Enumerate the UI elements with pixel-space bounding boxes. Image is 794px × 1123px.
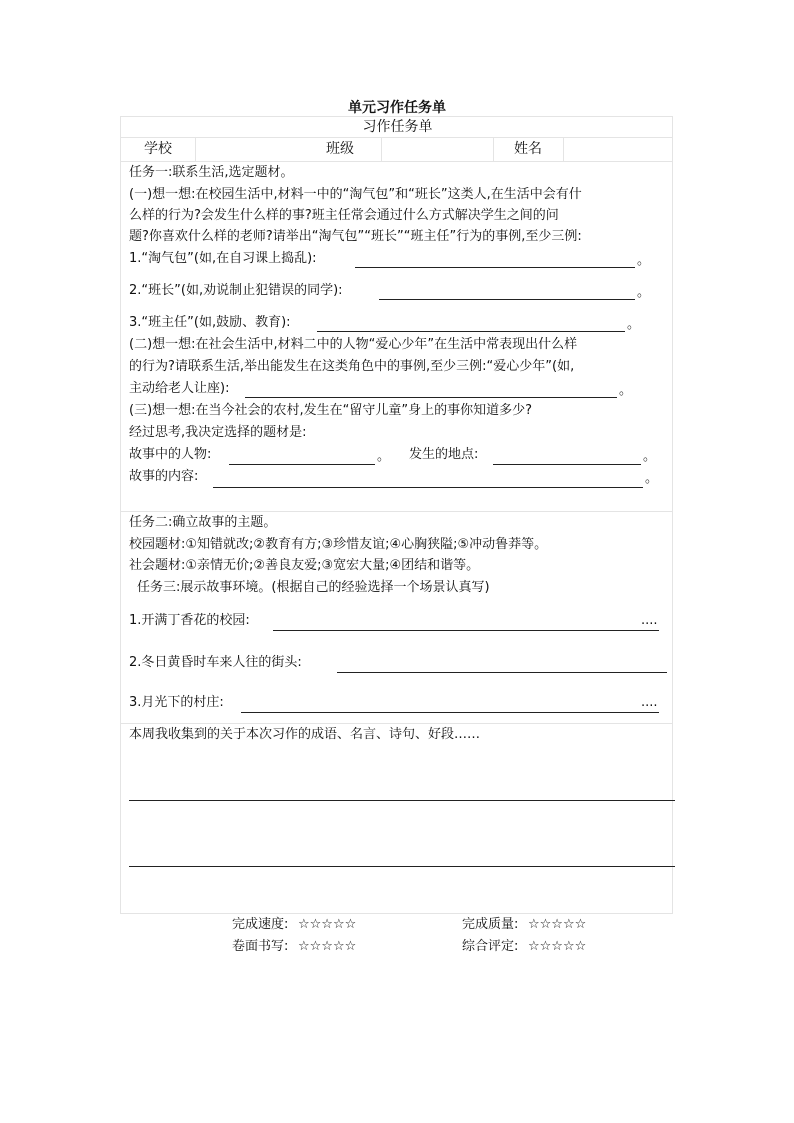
sheet-title: 习作任务单 [362,119,433,135]
place-blank[interactable] [493,464,641,465]
task3-item1-label: 1.开满丁香花的校园: [129,613,250,628]
character-blank[interactable] [229,464,375,465]
task2-title: 任务二:确立故事的主题。 [129,515,277,530]
writing-label: 卷面书写: [232,939,289,954]
divider [121,511,672,512]
speed-label: 完成速度: [232,917,289,932]
collect-prompt: 本周我收集到的关于本次习作的成语、名言、诗句、好段…… [129,727,481,742]
character-label: 故事中的人物: [129,447,212,462]
task1-q1-line: 题?你喜欢什么样的老师?请举出“淘气包”“班长”“班主任”行为的事例,至少三例: [129,229,582,244]
task1-q1-line: (一)想一想:在校园生活中,材料一中的“淘气包”和“班长”这类人,在生活中会有什 [129,187,582,202]
task1-item1-blank[interactable] [355,267,635,268]
task1-decide: 经过思考,我决定选择的题材是: [129,425,307,440]
divider [381,137,382,161]
task3-item3-label: 3.月光下的村庄: [129,695,224,710]
task1-q3: (三)想一想:在当今社会的农村,发生在“留守儿童”身上的事你知道多少? [129,403,533,418]
school-label: 学校 [144,141,172,157]
period: 。 [645,471,659,486]
period: 。 [637,253,651,268]
task1-item3-label: 3.“班主任”(如,鼓励、教育): [129,315,291,330]
ellipsis: .... [641,695,658,710]
task1-q2-line: (二)想一想:在社会生活中,材料二中的人物“爱心少年”在生活中常表现出什么样 [129,337,578,352]
task1-title: 任务一:联系生活,选定题材。 [129,165,294,180]
quality-stars[interactable]: ☆☆☆☆☆ [528,917,587,932]
overall-label: 综合评定: [462,939,519,954]
task1-item1-label: 1.“淘气包”(如,在自习课上捣乱): [129,251,317,266]
class-label: 班级 [326,141,354,157]
period: 。 [627,317,641,332]
task2-society: 社会题材:①亲情无价;②善良友爱;③宽宏大量;④团结和谐等。 [129,558,480,573]
speed-stars[interactable]: ☆☆☆☆☆ [298,917,357,932]
task1-q2-blank[interactable] [245,397,617,398]
divider [121,723,672,724]
page-title: 单元习作任务单 [348,100,446,116]
divider [563,137,564,161]
name-label: 姓名 [514,141,542,157]
task3-item2-blank[interactable] [337,672,667,673]
task3-item2-label: 2.冬日黄昏时车来人往的街头: [129,655,302,670]
task1-q1-line: 么样的行为?会发生什么样的事?班主任常会通过什么方式解决学生之间的问 [129,208,559,223]
task2-campus: 校园题材:①知错就改;②教育有方;③珍惜友谊;④心胸狭隘;⑤冲动鲁莽等。 [129,537,548,552]
task1-item3-blank[interactable] [317,331,625,332]
place-label: 发生的地点: [409,447,479,462]
divider [121,137,672,138]
answer-line[interactable] [129,866,675,867]
writing-stars[interactable]: ☆☆☆☆☆ [298,939,357,954]
period: 。 [377,449,391,464]
task1-item2-blank[interactable] [379,299,635,300]
divider [195,137,196,161]
overall-stars[interactable]: ☆☆☆☆☆ [528,939,587,954]
divider [121,161,672,162]
quality-label: 完成质量: [462,917,519,932]
task3-item1-blank[interactable] [273,630,659,631]
answer-line[interactable] [129,800,675,801]
task3-title: 任务三:展示故事环境。(根据自己的经验选择一个场景认真写) [137,580,490,595]
period: 。 [643,449,657,464]
content-blank[interactable] [213,487,643,488]
task-sheet [120,116,673,914]
task1-q2-line: 的行为?请联系生活,举出能发生在这类角色中的事例,至少三例:“爱心少年”(如, [129,359,575,374]
task3-item3-blank[interactable] [241,712,659,713]
period: 。 [637,285,651,300]
task1-item2-label: 2.“班长”(如,劝说制止犯错误的同学): [129,283,343,298]
ellipsis: .... [641,613,658,628]
task1-q2-line: 主动给老人让座): [129,381,230,396]
content-label: 故事的内容: [129,469,199,484]
period: 。 [619,383,633,398]
